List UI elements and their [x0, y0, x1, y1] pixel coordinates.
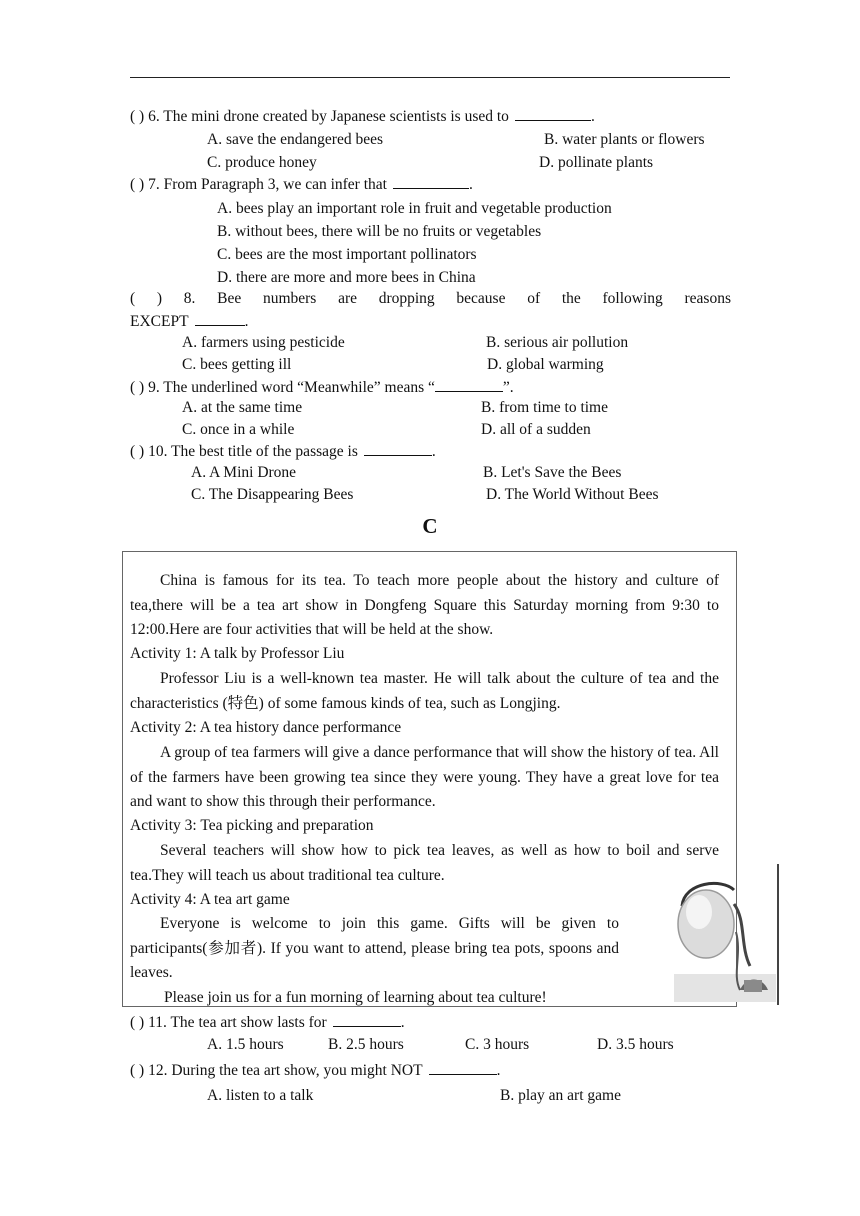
option-7d: D. there are more and more bees in China: [217, 269, 476, 286]
answer-blank[interactable]: [393, 174, 469, 189]
option-11d: D. 3.5 hours: [597, 1036, 674, 1053]
question-11: ( ) 11. The tea art show lasts for .: [130, 1014, 405, 1031]
option-6d: D. pollinate plants: [539, 154, 654, 171]
question-6: ( ) 6. The mini drone created by Japanese scientists is used to .: [130, 108, 595, 125]
question-11-stem: ( ) 11. The tea art show lasts for: [130, 1014, 327, 1031]
question-12-stem: ( ) 12. During the tea art show, you might NOT: [130, 1062, 423, 1079]
question-8-line2: EXCEPT .: [130, 313, 249, 330]
option-9d: D. all of a sudden: [481, 421, 591, 438]
option-10a: A. A Mini Drone: [191, 464, 297, 481]
question-12: ( ) 12. During the tea art show, you might NOT .: [130, 1062, 501, 1079]
option-6c: C. produce honey: [207, 154, 317, 171]
answer-blank[interactable]: [515, 106, 591, 121]
activity-4-text: Everyone is welcome to join this game. Gifts will be given to participants(参加者). If you want to attend, please bring tea pots, spoons and leaves.: [130, 915, 619, 981]
option-10d: D. The World Without Bees: [486, 486, 659, 503]
question-10-stem: ( ) 10. The best title of the passage is: [130, 443, 358, 460]
option-12a: A. listen to a talk: [207, 1087, 314, 1104]
option-7c: C. bees are the most important pollinators: [217, 246, 477, 263]
header-rule: [130, 77, 730, 78]
option-9b: B. from time to time: [481, 399, 608, 416]
activity-4-title: Activity 4: A tea art game: [130, 891, 290, 908]
option-10b: B. Let's Save the Bees: [483, 464, 622, 481]
option-8b: B. serious air pollution: [486, 334, 629, 351]
activity-2-title: Activity 2: A tea history dance performance: [130, 719, 402, 736]
passage-intro: China is famous for its tea. To teach more people about the history and culture of tea,there will be a tea art show in Dongfeng Square this Saturday morning from 9:30 to 12:00.Here are four activities that will be held at the show.: [130, 572, 719, 638]
option-9a: A. at the same time: [182, 399, 303, 416]
option-10c: C. The Disappearing Bees: [191, 486, 354, 503]
answer-blank[interactable]: [429, 1060, 497, 1075]
question-9-stem: ( ) 9. The underlined word “Meanwhile” means “: [130, 379, 435, 396]
question-8-stem: ( ) 8. Bee numbers are dropping because of the following reasons: [130, 290, 731, 307]
option-11a: A. 1.5 hours: [207, 1036, 284, 1053]
option-8c: C. bees getting ill: [182, 356, 292, 373]
activity-1-title: Activity 1: A talk by Professor Liu: [130, 645, 345, 662]
option-8d: D. global warming: [487, 356, 604, 373]
option-6a: A. save the endangered bees: [207, 131, 384, 148]
option-11c: C. 3 hours: [465, 1036, 530, 1053]
question-7: ( ) 7. From Paragraph 3, we can infer that .: [130, 176, 473, 193]
activity-1-text: Professor Liu is a well-known tea master. He will talk about the culture of tea and the characteristics (特色) of some famous kinds of tea, such as Longjing.: [130, 670, 719, 712]
answer-blank[interactable]: [333, 1012, 401, 1027]
teapot-illustration: [668, 862, 780, 1007]
answer-blank[interactable]: [364, 441, 432, 456]
activity-2-text: A group of tea farmers will give a dance performance that will show the history of tea. All of the farmers have been growing tea since they were young. They have a great love for tea and want to show this through their performance.: [130, 744, 719, 810]
option-11b: B. 2.5 hours: [328, 1036, 404, 1053]
passage-closing: Please join us for a fun morning of learning about tea culture!: [164, 989, 547, 1006]
question-10: ( ) 10. The best title of the passage is .: [130, 443, 436, 460]
option-8a: A. farmers using pesticide: [182, 334, 345, 351]
option-6b: B. water plants or flowers: [544, 131, 705, 148]
activity-3-title: Activity 3: Tea picking and preparation: [130, 817, 374, 834]
activity-3-text: Several teachers will show how to pick tea leaves, as well as how to boil and serve tea.They will teach us about traditional tea culture.: [130, 842, 719, 884]
option-7b: B. without bees, there will be no fruits or vegetables: [217, 223, 542, 240]
answer-blank[interactable]: [435, 377, 503, 392]
option-7a: A. bees play an important role in fruit and vegetable production: [217, 200, 612, 217]
option-12b: B. play an art game: [500, 1087, 621, 1104]
answer-blank[interactable]: [195, 311, 245, 326]
question-7-stem: ( ) 7. From Paragraph 3, we can infer that: [130, 176, 387, 193]
section-c-heading: C: [422, 514, 438, 538]
question-6-stem: ( ) 6. The mini drone created by Japanese scientists is used to: [130, 108, 509, 125]
question-9: ( ) 9. The underlined word “Meanwhile” means “ ”.: [130, 379, 514, 396]
option-9c: C. once in a while: [182, 421, 295, 438]
